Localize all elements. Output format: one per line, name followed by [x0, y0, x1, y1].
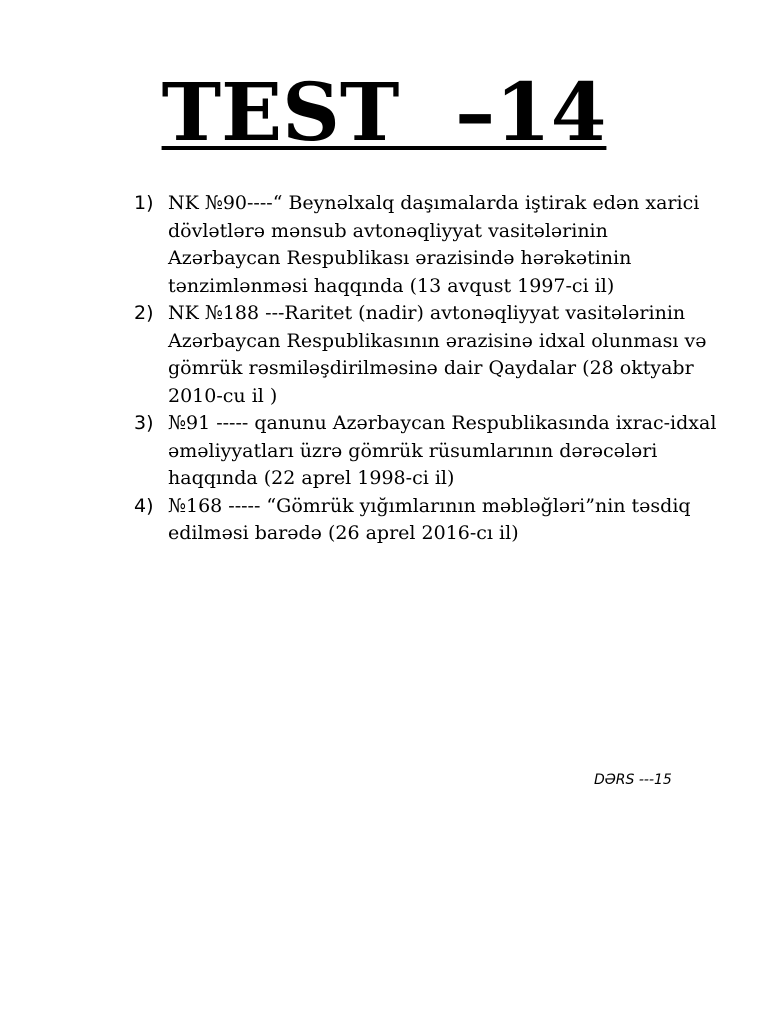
page-title [0, 65, 768, 159]
list-item-text: NK №90----“ Beynəlxalq daşımalarda iştirak edən xarici dövlətlərə mənsub avtonəqliyyat vasitələrinin Azərbaycan Respublikası ərazisində hərəkətinin tənzimlənməsi haqqında (13 avqust 1997-ci il) [168, 192, 700, 297]
list-item-text: NK №188 ---Raritet (nadir) avtonəqliyyat vasitələrinin Azərbaycan Respublikasının ərazisinə idxal olunması və gömrük rəsmiləşdirilməsinə dair Qaydalar (28 oktyabr 2010-cu il ) [168, 302, 707, 407]
footer-lesson-label: DƏRS ---15 [594, 772, 672, 788]
list-item-text: №168 ----- “Gömrük yığımlarının məbləğləri”nin təsdiq edilməsi barədə (26 aprel 2016-cı il) [168, 494, 691, 544]
list-item-number: 4) [134, 494, 154, 517]
list-item-number: 2) [134, 302, 154, 324]
list-item [118, 493, 718, 548]
list-item-number: 1) [134, 192, 154, 214]
list-item-text: №91 ----- qanunu Azərbaycan Respublikasında ixrac-idxal əməliyyatları üzrə gömrük rüsumlarının dərəcələri haqqında (22 aprel 1998-ci il) [168, 412, 717, 489]
numbered-list [118, 190, 718, 548]
page-title-text: TEST –14 [161, 65, 607, 159]
list-item [118, 300, 718, 410]
list-item-number: 3) [134, 412, 154, 434]
list-item [118, 190, 718, 300]
list-item [118, 410, 718, 493]
